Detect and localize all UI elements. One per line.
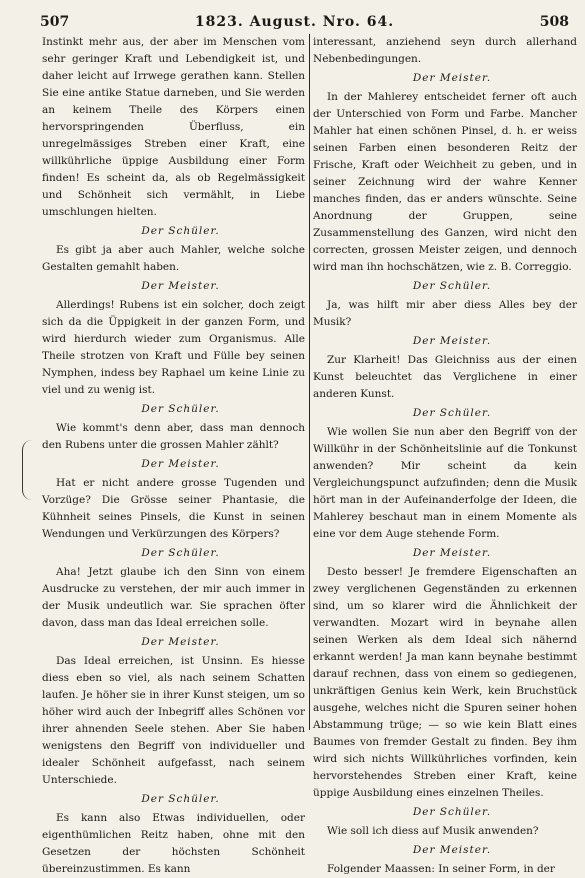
left-column [42,34,305,875]
page-number-right: 508 [539,14,569,30]
dialogue-paragraph: In der Mahlerey entscheidet ferner oft auch der Unterschied von Form und Farbe. Mancher Mahler hat einen schönen Pinsel, d. h. er weiss seinen Farben einen besonderen Reitz der Frische, Kraft oder Weichheit zu geben, und in seiner Zeichnung wird der wahre Kenner manches finden, das er anders wünschte. Seine Anordnung der Gruppen, seine Zusammenstellung des Ganzen, wird nicht den correcten, grossen Meister zeigen, und dennoch wird man ihn hochschätzen, wie z. B. Correggio. [313,91,577,273]
speaker-label: Der Schüler. [141,793,220,805]
speaker-label: Der Meister. [141,280,220,292]
speaker-label: Der Schüler. [141,225,220,237]
speaker-label: Der Meister. [141,636,220,648]
speaker-label: Der Schüler. [141,547,220,559]
dialogue-paragraph: Ja, was hilft mir aber diess Alles bey der Musik? [313,299,577,328]
speaker-label: Der Schüler. [412,407,492,419]
speaker-label: Der Meister. [412,72,492,84]
running-title: 1823. August. Nro. 64. [194,14,395,30]
speaker-label: Der Meister. [412,547,492,559]
dialogue-paragraph: Folgender Maassen: In seiner Form, in der [327,863,555,875]
speaker-label: Der Schüler. [412,806,492,818]
speaker-label: Der Meister. [412,335,492,347]
dialogue-paragraph: interessant, anziehend seyn durch allerhand Nebenbedingungen. [313,36,577,65]
speaker-label: Der Meister. [141,458,220,470]
dialogue-paragraph: Es kann also Etwas individuellen, oder eigenthümlichen Reitz haben, ohne mit den Gesetzen der höchsten Schönheit übereinzustimmen. Es kann [42,812,305,875]
right-column [313,34,577,875]
dialogue-paragraph: Instinkt mehr aus, der aber im Menschen vom sehr geringer Kraft und Lebendigkeit ist, und daher leicht auf Irrwege gerathen kann. Stellen Sie eine antike Statue darneben, und Sie werden an keinem Theile des Körpers einen hervorspringenden Überfluss, ein unregelmässiges Streben einer Kraft, eine willkührliche üppige Ausbildung einer Form finden! Es scheint da, als ob Regelmässigkeit und Schönheit sich vermählt, in Liebe umschlungen hielten. [42,36,305,218]
margin-bracket-mark [22,440,35,500]
dialogue-paragraph: Desto besser! Je fremdere Eigenschaften an zwey verglichenen Gegenständen zu erkennen sind, um so klarer wird die Ähnlichkeit der verwandten. Mozart wird in beynahe allen seinen Werken als dem Ideal sich nähernd erkannt werden! Ja man kann beynahe bestimmt darauf rechnen, dass von einem so gediegenen, unkräftigen Genius kein Werk, kein Bruchstück ausgehe, welches nicht die Spuren seiner hohen Abstammung trüge; — so wie kein Blatt eines Baumes von fremder Gestalt zu finden. Bey ihm wird sich nichts Willkührliches vorfinden, kein hervorstehendes Streben einer Kraft, keine üppige Ausbildung eines einzelnen Theiles. [313,566,577,799]
speaker-label: Der Meister. [412,844,492,856]
page-number-left: 507 [40,14,70,30]
dialogue-paragraph: Wie soll ich diess auf Musik anwenden? [327,825,539,837]
speaker-label: Der Schüler. [412,280,492,292]
dialogue-paragraph: Wie kommt's denn aber, dass man dennoch den Rubens unter die grossen Mahler zählt? [42,422,305,451]
column-divider [309,34,310,730]
text-columns [42,34,577,875]
dialogue-paragraph: Hat er nicht andere grosse Tugenden und Vorzüge? Die Grösse seiner Phantasie, die Kühnheit seines Pinsels, die Kunst in seinen Wendungen und Verkürzungen des Körpers? [42,477,305,540]
dialogue-paragraph: Allerdings! Rubens ist ein solcher, doch zeigt sich da die Üppigkeit in der ganzen Form, und wird hierdurch wieder zum Organismus. Alle Theile strotzen von Kraft und Fülle bey seinen Nymphen, indess bey Raphael um keine Linie zu viel und zu wenig ist. [42,299,305,396]
dialogue-paragraph: Das Ideal erreichen, ist Unsinn. Es hiesse diess eben so viel, als nach seinem Schatten laufen. Je höher sie in ihrer Kunst steigen, um so höher wird auch der Inbegriff alles Schönen vor ihrer ahnenden Seele stehen. Aber Sie haben wenigstens den Begriff von individueller und idealer Schönheit aufgefasst, nach seinem Unterschiede. [42,655,305,786]
dialogue-paragraph: Aha! Jetzt glaube ich den Sinn von einem Ausdrucke zu verstehen, der mir auch immer in der Musik undeutlich war. Sie sprachen öfter davon, dass man das Ideal erreichen solle. [42,566,305,629]
dialogue-paragraph: Es gibt ja aber auch Mahler, welche solche Gestalten gemahlt haben. [42,244,305,273]
dialogue-paragraph: Wie wollen Sie nun aber den Begriff von der Willkühr in der Schönheitslinie auf die Tonkunst anwenden? Mir scheint da kein Vergleichungspunct aufzufinden; denn die Musik hört man in der Aufeinanderfolge der Ideen, die Mahlerey beschaut man in einem Momente als eine vor dem Auge stehende Form. [313,426,577,540]
page-header [18,10,571,34]
speaker-label: Der Schüler. [141,403,220,415]
dialogue-paragraph: Zur Klarheit! Das Gleichniss aus der einen Kunst beleuchtet das Verglichene in einer anderen Kunst. [313,354,577,400]
